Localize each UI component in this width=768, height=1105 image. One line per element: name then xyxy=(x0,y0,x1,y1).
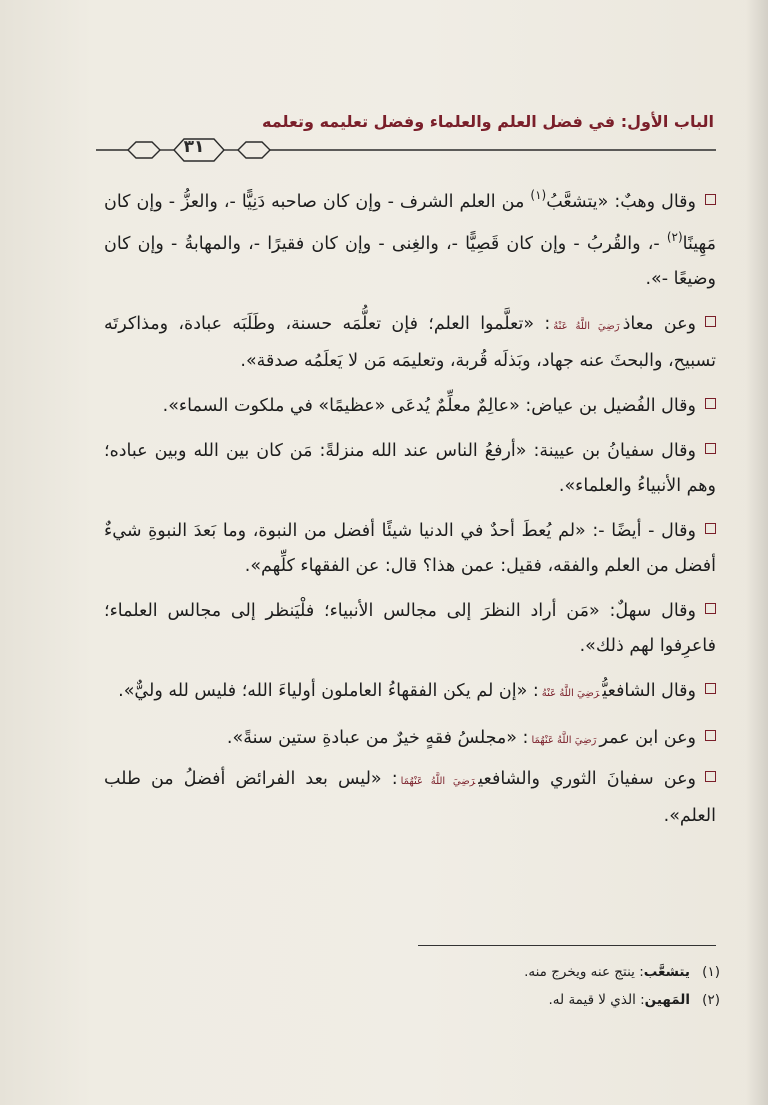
paragraph: وقال وهبٌ: «يتشعَّبُ$^{(١)}$ من العلم الشرف - وإن كان صاحبه دَنِيًّا -، والعزُّ - وإن كان مَهِينًا$^{(٢)}$ -، والقُربُ - وإن كان قَصِيًّا -، والغِنى - وإن كان فقيرًا -، والمهابةُ - وإن كان وضيعًا -». xyxy=(104,188,716,289)
paragraph: وقال سهلٌ: «مَن أراد النظرَ إلى مجالس الأنبياء؛ فلْيَنظر إلى مجالس العلماء؛ فاعرِفوا لهم ذلك». xyxy=(104,601,716,656)
square-bullet-icon xyxy=(705,398,716,409)
paragraph: وقال الشافعيُّرَضِيَ اللَّهُ عَنْهُ: «إن لم يكن الفقهاءُ العاملون أولياءَ الله؛ فليس لله وليٌّ». xyxy=(104,674,716,711)
running-title: الباب الأول: في فضل العلم والعلماء وفضل تعليمه وتعلمه xyxy=(262,112,714,131)
square-bullet-icon xyxy=(705,730,716,741)
paragraph: وعن معاذرَضِيَ اللَّهُ عَنْهُ: «تعلَّموا العلم؛ فإن تعلُّمَه حسنة، وطَلَبَه عبادة، ومذاكرتَه تسبيح، والبحثَ عنه جهاد، وبَذلَه قُربة، وتعليمَه مَن لا يَعلَمُه صدقة». xyxy=(104,314,716,371)
square-bullet-icon xyxy=(705,523,716,534)
footnote-term: المَهين xyxy=(644,992,690,1008)
square-bullet-icon xyxy=(705,443,716,454)
footnote-term: يتشعَّب xyxy=(643,964,690,980)
paragraph: وقال - أيضًا -: «لم يُعطَ أحدٌ في الدنيا شيئًا أفضل من النبوة، وما بَعدَ النبوةِ شيءٌ أفضل من العلم والفقه، فقيل: عمن هذا؟ قال: عن الفقهاء كلِّهم». xyxy=(104,521,716,576)
body-text xyxy=(104,178,716,844)
footnote-number: (٢) xyxy=(702,992,720,1008)
square-bullet-icon xyxy=(705,194,716,205)
footnote xyxy=(100,958,720,986)
footnote-separator xyxy=(418,945,716,946)
footnotes xyxy=(100,958,720,1014)
spine-shadow xyxy=(746,0,768,1105)
honorific: رَضِيَ اللَّهُ عَنْهُ xyxy=(541,688,600,699)
footnote-text: : ينتج عنه ويخرج منه. xyxy=(524,964,644,980)
honorific: رَضِيَ اللَّهُ عَنْهُ xyxy=(553,321,620,332)
footnote-text: : الذي لا قيمة له. xyxy=(548,992,645,1008)
honorific: رَضِيَ اللَّهُ عَنْهُمَا xyxy=(400,776,476,787)
paragraph: وقال الفُضيل بن عياض: «عالِمٌ معلِّمٌ يُدعَى «عظيمًا» في ملكوت السماء». xyxy=(104,389,716,424)
page-number: ٣١ xyxy=(183,137,205,157)
footnote-number: (١) xyxy=(702,964,720,980)
square-bullet-icon xyxy=(705,771,716,782)
paragraph: وعن ابن عمررَضِيَ اللَّهُ عَنْهُمَا: «مجلسُ فقهٍ خيرٌ من عبادةِ ستين سنةً». xyxy=(104,721,716,758)
footnote-ref: (١) xyxy=(530,188,547,202)
square-bullet-icon xyxy=(705,603,716,614)
square-bullet-icon xyxy=(705,683,716,694)
footnote xyxy=(100,986,720,1014)
paragraph: وعن سفيانَ الثوري والشافعيرَضِيَ اللَّهُ عَنْهُمَا: «ليس بعد الفرائض أفضلُ من طلب العلم». xyxy=(104,769,716,826)
paragraph: وقال سفيانُ بن عيينة: «أرفعُ الناس عند الله منزلةً: مَن كان بين الله وبين عباده؛ وهم الأنبياءُ والعلماء». xyxy=(104,441,716,496)
footnote-ref: (٢) xyxy=(666,230,683,244)
honorific: رَضِيَ اللَّهُ عَنْهُمَا xyxy=(531,735,597,746)
square-bullet-icon xyxy=(705,316,716,327)
